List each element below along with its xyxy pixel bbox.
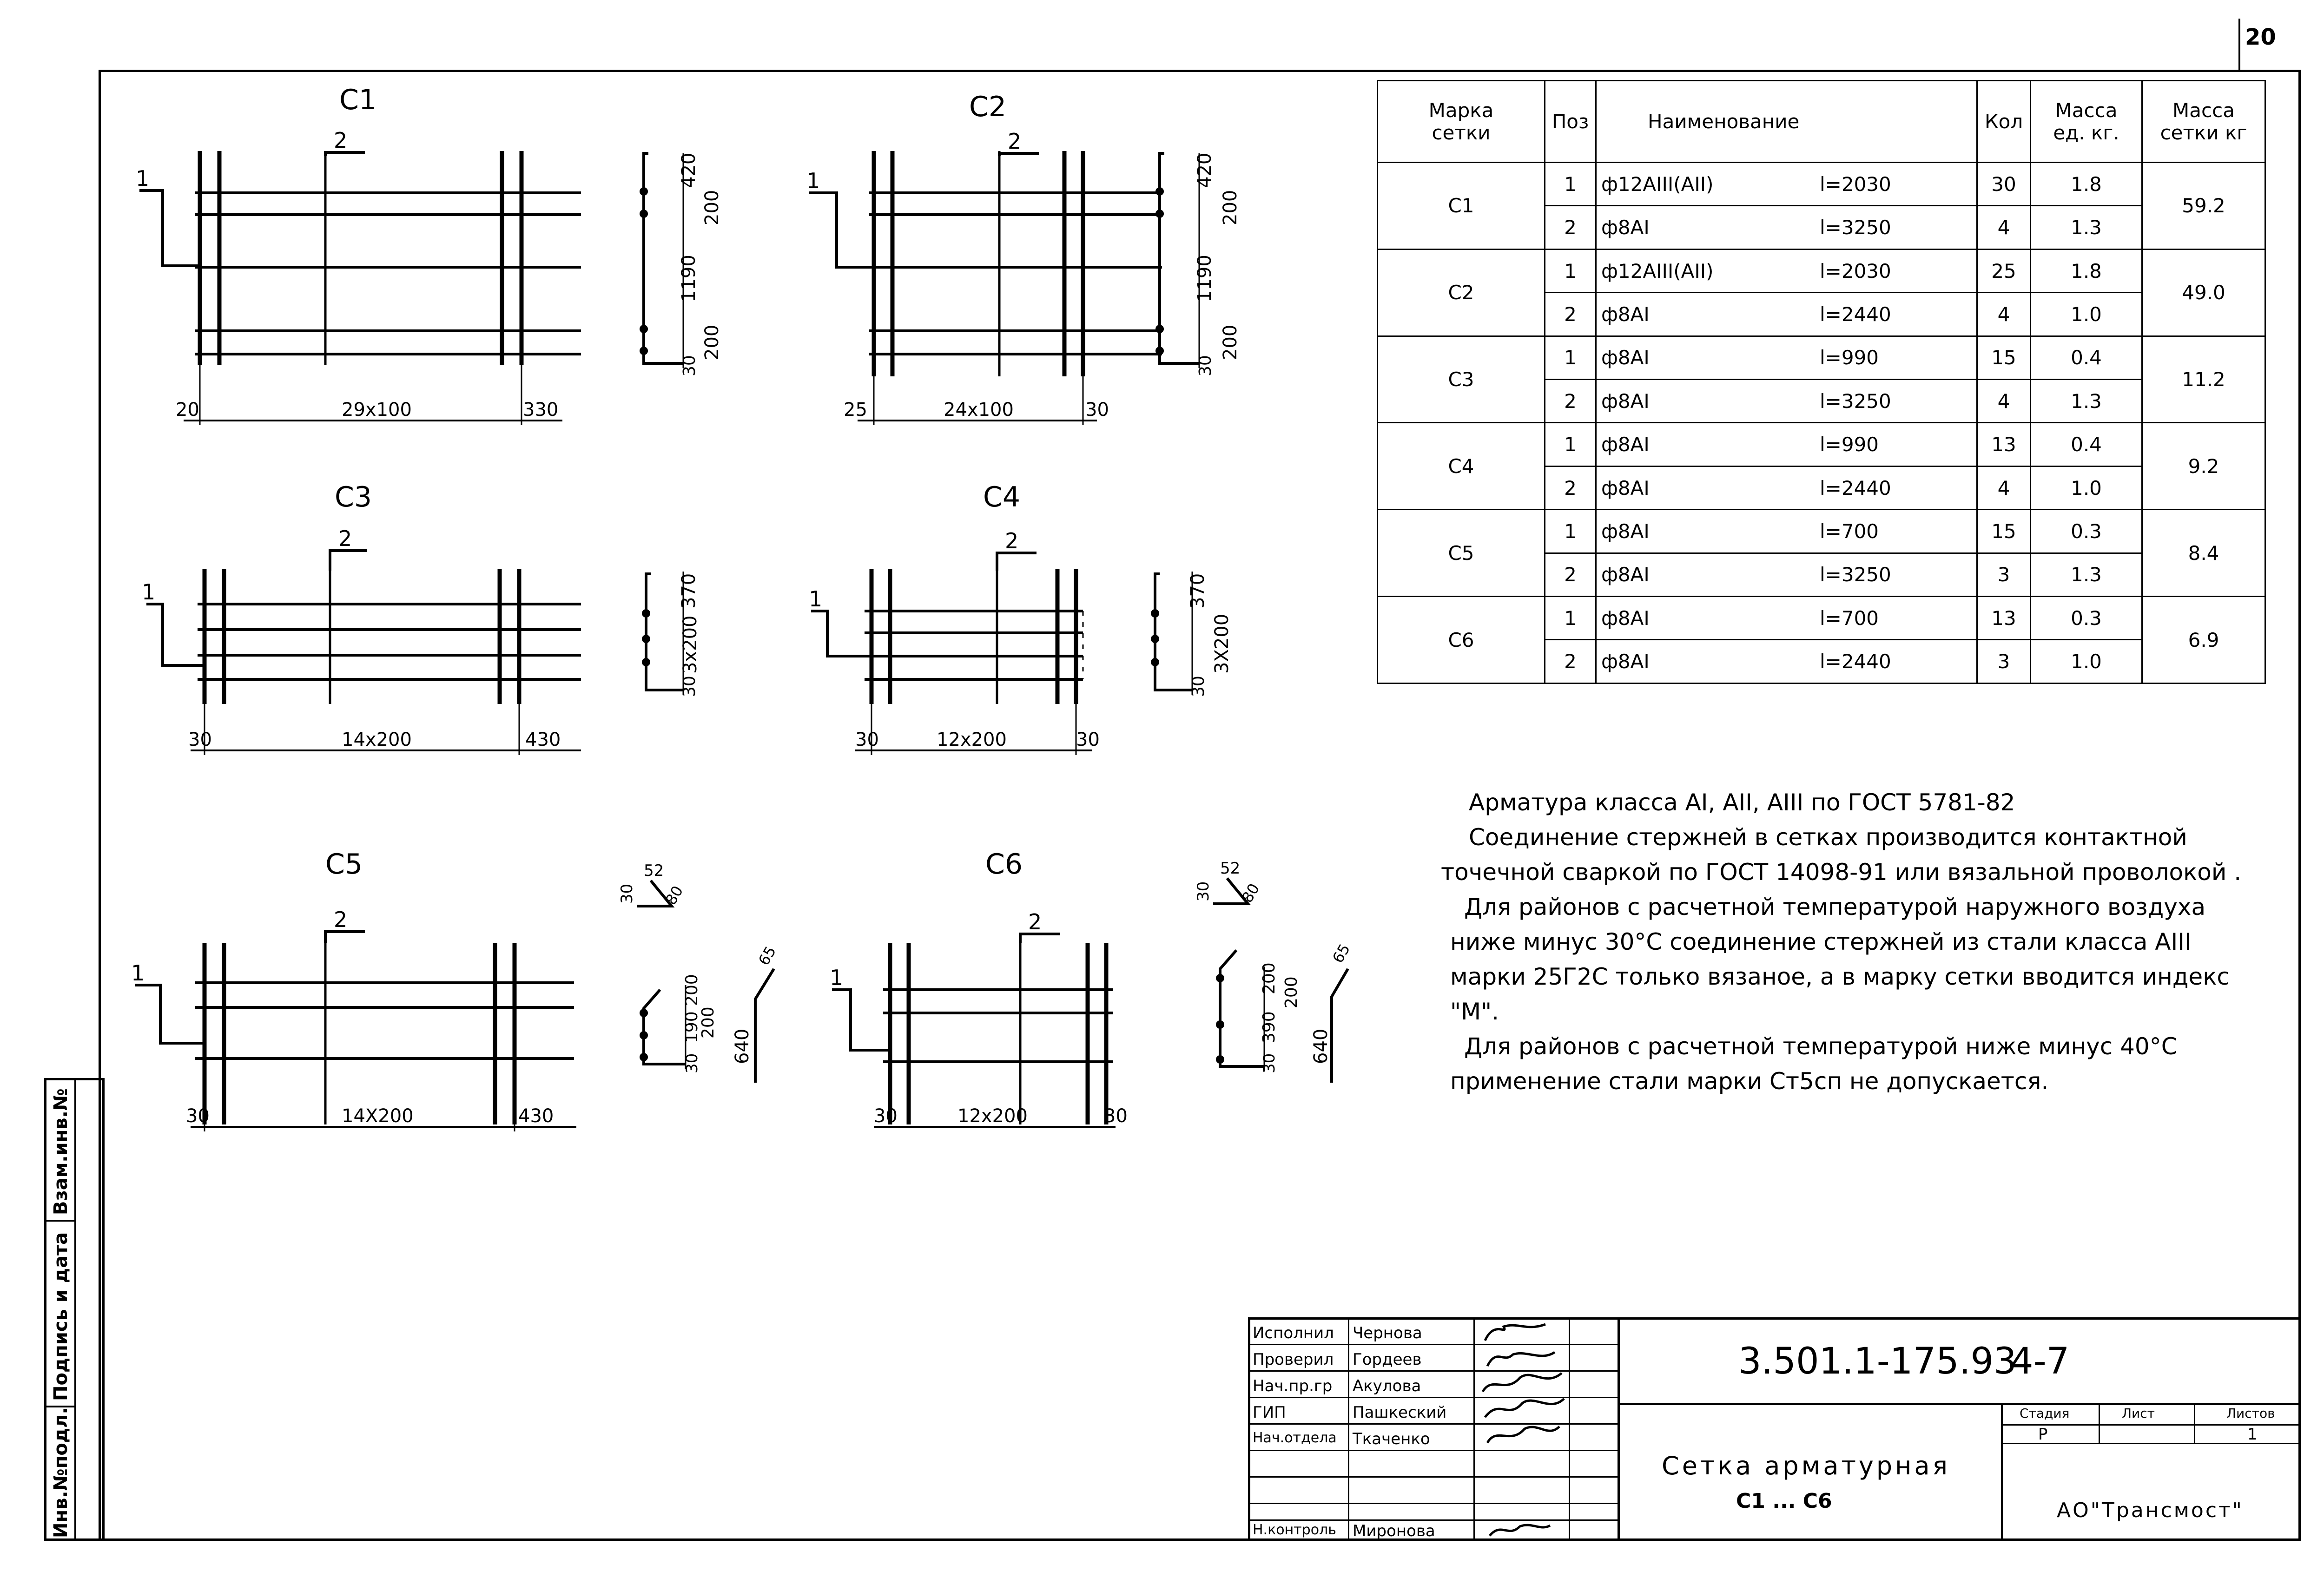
signatures — [1476, 1317, 1569, 1541]
mesh-c5-hook-b: 52 — [644, 861, 664, 880]
role-5: Нач.отдела — [1253, 1430, 1337, 1446]
mesh-c5-drawing — [131, 848, 779, 1131]
spec-pos: 2 — [1545, 293, 1596, 336]
spec-unit-mass: 0.3 — [2031, 510, 2142, 553]
spec-unit-mass: 1.3 — [2031, 380, 2142, 423]
header-pos: Поз — [1545, 81, 1596, 163]
spec-unit-mass: 1.3 — [2031, 553, 2142, 596]
spec-qty: 4 — [1977, 466, 2031, 509]
spec-total-mass: 59.2 — [2142, 163, 2265, 250]
mesh-c3-drawing — [142, 481, 701, 755]
stamp-inv-orig: Инв.№подл. — [50, 1407, 72, 1538]
mesh-c3-dim-right: 430 — [525, 729, 561, 750]
mesh-c6-pos1: 1 — [830, 965, 844, 990]
mesh-c1-sec-a: 200 — [701, 190, 723, 225]
spec-unit-mass: 0.4 — [2031, 336, 2142, 379]
header-mark: Марка сетки — [1378, 81, 1545, 163]
mesh-c3-sec-a: 3х200 — [680, 615, 701, 674]
spec-mark: С2 — [1378, 249, 1545, 336]
mesh-c6-hook-b: 52 — [1220, 859, 1241, 878]
spec-length: l=2440 — [1820, 650, 1891, 673]
mesh-c3-pos2: 2 — [338, 526, 352, 551]
spec-row — [1378, 510, 2265, 553]
note-2: Соединение стержней в сетках производится контактной точечной сваркой по ГОСТ 14098-91 или вязальной проволокой . — [1441, 824, 2242, 886]
mesh-c4-pos1: 1 — [809, 586, 823, 611]
spec-name — [1596, 380, 1977, 423]
signature-5 — [1487, 1427, 1559, 1443]
mesh-c5-side-len: 640 — [732, 1028, 753, 1064]
mesh-c1-dim-left: 20 — [176, 399, 199, 421]
spec-row — [1378, 249, 2265, 292]
mesh-c6-side-len: 640 — [1310, 1028, 1332, 1064]
spec-unit-mass: 1.0 — [2031, 293, 2142, 336]
mesh-drawings — [0, 0, 1376, 1255]
mesh-c3-sec-bot: 30 — [680, 676, 699, 697]
mesh-c5-sec-bot: 30 — [683, 1053, 701, 1073]
role-4: ГИП — [1253, 1403, 1286, 1422]
spec-length: l=2030 — [1820, 172, 1891, 196]
role-3: Нач.пр.гр — [1253, 1377, 1333, 1395]
mesh-c6-hook-c: 80 — [1238, 880, 1263, 906]
mesh-c1-sec-bot: 30 — [680, 355, 699, 376]
mesh-c5-dim-left: 30 — [186, 1105, 210, 1127]
spec-profile: ф8АI — [1601, 476, 1650, 500]
mesh-c2-sec-mid: 1190 — [1194, 255, 1215, 302]
spec-name — [1596, 293, 1977, 336]
spec-profile: ф8АI — [1601, 389, 1650, 413]
sheet-number: 20 — [2245, 24, 2276, 50]
sheets-label: Листов — [2226, 1406, 2275, 1421]
spec-profile: ф8АI — [1601, 216, 1650, 239]
spec-name — [1596, 163, 1977, 206]
header-name: Наименование — [1596, 81, 1977, 163]
spec-pos: 2 — [1545, 466, 1596, 509]
mesh-c5-pos1: 1 — [131, 960, 145, 986]
spec-pos: 1 — [1545, 597, 1596, 640]
person-6: Миронова — [1353, 1522, 1435, 1540]
mesh-c6-side-top: 65 — [1329, 940, 1354, 966]
mesh-c5-hook-c: 80 — [662, 882, 687, 908]
mesh-c6-sec-a: 200 — [1260, 962, 1279, 994]
mesh-c6-dim-mid: 12х200 — [957, 1105, 1028, 1127]
spec-row — [1378, 336, 2265, 379]
spec-qty: 15 — [1977, 336, 2031, 379]
spec-total-mass: 49.0 — [2142, 249, 2265, 336]
spec-unit-mass: 0.3 — [2031, 597, 2142, 640]
signature-4 — [1485, 1399, 1564, 1417]
spec-pos: 1 — [1545, 423, 1596, 466]
mesh-c1-label: С1 — [339, 84, 377, 116]
spec-pos: 2 — [1545, 640, 1596, 684]
spec-profile: ф8АI — [1601, 606, 1650, 630]
mesh-c4-pos2: 2 — [1005, 528, 1019, 553]
spec-name — [1596, 336, 1977, 379]
spec-name — [1596, 553, 1977, 596]
spec-length: l=3250 — [1820, 216, 1891, 239]
spec-profile: ф12АIII(АII) — [1601, 172, 1714, 196]
mesh-c5-hook-a: 30 — [618, 883, 636, 904]
spec-profile: ф8АI — [1601, 302, 1650, 326]
spec-profile: ф8АI — [1601, 433, 1650, 456]
mesh-c5-sec-mid: 190 — [682, 1011, 701, 1043]
general-notes — [1436, 785, 2254, 1099]
stage-label: Стадия — [2020, 1406, 2070, 1421]
spec-length: l=990 — [1820, 433, 1879, 456]
spec-length: l=990 — [1820, 346, 1879, 369]
spec-pos: 2 — [1545, 206, 1596, 249]
organization: АО"Трансмост" — [2057, 1499, 2244, 1522]
mesh-c6-drawing — [830, 848, 1353, 1127]
person-5: Ткаченко — [1353, 1430, 1430, 1448]
mesh-c4-sec-top: 370 — [1187, 573, 1208, 609]
mesh-c6-pos2: 2 — [1028, 909, 1042, 934]
mesh-c6-sec-bot: 30 — [1260, 1053, 1279, 1073]
mesh-c2-sec-a: 200 — [1220, 190, 1241, 225]
mesh-c6-sec-mid: 390 — [1260, 1011, 1279, 1043]
spec-pos: 1 — [1545, 510, 1596, 553]
person-3: Акулова — [1353, 1377, 1421, 1395]
mesh-c4-label: С4 — [983, 481, 1021, 513]
role-1: Исполнил — [1253, 1324, 1334, 1342]
spec-name — [1596, 510, 1977, 553]
spec-length: l=2440 — [1820, 476, 1891, 500]
note-1: Арматура класса АI, АII, АIII по ГОСТ 5781-82 — [1469, 789, 2015, 816]
spec-qty: 4 — [1977, 380, 2031, 423]
spec-mark: С1 — [1378, 163, 1545, 250]
mesh-c6-dim-right: 30 — [1104, 1105, 1128, 1127]
stamp-sign-date: Подпись и дата — [50, 1232, 72, 1401]
mesh-c5-dim-right: 430 — [518, 1105, 554, 1127]
spec-length: l=700 — [1820, 606, 1879, 630]
mesh-c3-pos1: 1 — [142, 579, 156, 605]
document-code: 3.501.1-175.93 — [1738, 1341, 2017, 1382]
mesh-c3-dim-left: 30 — [188, 729, 212, 750]
title-block — [1248, 1317, 2301, 1541]
spec-total-mass: 11.2 — [2142, 336, 2265, 423]
mesh-c2-sec-top: 420 — [1194, 152, 1215, 188]
spec-length: l=700 — [1820, 519, 1879, 543]
spec-length: l=2030 — [1820, 259, 1891, 283]
spec-unit-mass: 1.0 — [2031, 466, 2142, 509]
spec-name — [1596, 466, 1977, 509]
mesh-c2-label: С2 — [969, 91, 1007, 123]
mesh-c1-pos1: 1 — [136, 166, 150, 191]
spec-name — [1596, 423, 1977, 466]
spec-qty: 25 — [1977, 249, 2031, 292]
mesh-c6-label: С6 — [985, 848, 1023, 881]
spec-mark: С5 — [1378, 510, 1545, 597]
mesh-c5-side-top: 65 — [755, 943, 780, 968]
spec-pos: 2 — [1545, 553, 1596, 596]
mesh-c2-pos1: 1 — [806, 168, 820, 193]
mesh-c4-sec-bot: 30 — [1189, 676, 1208, 697]
spec-profile: ф8АI — [1601, 519, 1650, 543]
role-2: Проверил — [1253, 1350, 1334, 1369]
spec-unit-mass: 1.8 — [2031, 163, 2142, 206]
specification-table — [1377, 80, 2265, 684]
spec-name — [1596, 206, 1977, 249]
signature-6 — [1490, 1525, 1550, 1536]
mesh-c4-dim-right: 30 — [1076, 729, 1100, 750]
person-4: Пашкеский — [1353, 1403, 1447, 1422]
mesh-c2-dim-mid: 24х100 — [944, 399, 1014, 421]
header-unit-mass: Масса ед. кг. — [2031, 81, 2142, 163]
mesh-c2-dim-left: 25 — [844, 399, 867, 421]
mesh-c5-label: С5 — [325, 848, 363, 881]
spec-unit-mass: 0.4 — [2031, 423, 2142, 466]
spec-name — [1596, 249, 1977, 292]
spec-qty: 15 — [1977, 510, 2031, 553]
person-2: Гордеев — [1353, 1350, 1422, 1369]
mesh-c1-sec-top: 420 — [678, 152, 700, 188]
spec-length: l=2440 — [1820, 302, 1891, 326]
spec-pos: 1 — [1545, 336, 1596, 379]
spec-qty: 13 — [1977, 423, 2031, 466]
drawing-subtitle: С1 ... С6 — [1736, 1489, 1832, 1513]
mesh-c1-sec-mid: 1190 — [678, 255, 700, 302]
spec-total-mass: 9.2 — [2142, 423, 2265, 510]
mesh-c5-pos2: 2 — [334, 907, 348, 932]
stage-value: Р — [2038, 1425, 2048, 1444]
role-6: Н.контроль — [1253, 1522, 1336, 1538]
spec-length: l=3250 — [1820, 563, 1891, 586]
spec-unit-mass: 1.8 — [2031, 249, 2142, 292]
spec-name — [1596, 597, 1977, 640]
sheet-number-divider — [2238, 19, 2240, 71]
spec-qty: 4 — [1977, 293, 2031, 336]
header-total-mass: Масса сетки кг — [2142, 81, 2265, 163]
mesh-c1-drawing — [136, 84, 723, 425]
spec-row — [1378, 423, 2265, 466]
mesh-c2-pos2: 2 — [1008, 129, 1022, 154]
mesh-c3-dim-mid: 14х200 — [342, 729, 412, 750]
spec-qty: 4 — [1977, 206, 2031, 249]
mesh-c5-sec-a: 200 — [682, 974, 701, 1006]
mesh-c6-sec-b: 200 — [1282, 976, 1301, 1008]
mesh-c2-dim-right: 30 — [1085, 399, 1109, 421]
spec-mark: С6 — [1378, 597, 1545, 684]
spec-row — [1378, 163, 2265, 206]
spec-pos: 1 — [1545, 249, 1596, 292]
mesh-c4-dim-mid: 12х200 — [937, 729, 1007, 750]
mesh-c2-sec-bot: 30 — [1196, 355, 1215, 376]
spec-total-mass: 6.9 — [2142, 597, 2265, 684]
signature-1 — [1485, 1324, 1545, 1341]
spec-qty: 30 — [1977, 163, 2031, 206]
mesh-c2-drawing — [806, 91, 1241, 425]
spec-row — [1378, 597, 2265, 640]
mesh-c6-dim-left: 30 — [874, 1105, 898, 1127]
spec-total-mass: 8.4 — [2142, 510, 2265, 597]
mesh-c3-label: С3 — [335, 481, 372, 513]
spec-pos: 2 — [1545, 380, 1596, 423]
signature-3 — [1483, 1373, 1562, 1392]
mesh-c4-sec-a: 3Х200 — [1211, 613, 1233, 674]
mesh-c1-sec-b: 200 — [701, 324, 723, 360]
spec-unit-mass: 1.3 — [2031, 206, 2142, 249]
document-part: 4-7 — [2010, 1341, 2070, 1382]
mesh-c3-sec-top: 370 — [678, 573, 700, 609]
sheets-value: 1 — [2247, 1425, 2258, 1444]
mesh-c1-pos2: 2 — [334, 128, 348, 153]
sheet-label: Лист — [2122, 1406, 2155, 1421]
spec-mark: С4 — [1378, 423, 1545, 510]
note-4: Для районов с расчетной температурой ниже минус 40°С применение стали марки Ст5сп не допускается. — [1450, 1033, 2178, 1095]
spec-mark: С3 — [1378, 336, 1545, 423]
header-qty: Кол — [1977, 81, 2031, 163]
signature-2 — [1487, 1352, 1555, 1366]
mesh-c1-dim-mid: 29х100 — [342, 399, 412, 421]
note-3: Для районов с расчетной температурой наружного воздуха ниже минус 30°С соединение стержней из стали класса АIII марки 25Г2С только вязаное, а в марку сетки вводится индекс "М". — [1450, 894, 2230, 1025]
spec-profile: ф12АIII(АII) — [1601, 259, 1714, 283]
spec-qty: 13 — [1977, 597, 2031, 640]
mesh-c5-sec-b: 200 — [699, 1006, 718, 1039]
spec-name — [1596, 640, 1977, 684]
person-1: Чернова — [1353, 1324, 1422, 1342]
spec-qty: 3 — [1977, 640, 2031, 684]
stamp-inv-replace: Взам.инв.№ — [50, 1088, 72, 1215]
mesh-c1-dim-right: 330 — [523, 399, 559, 421]
spec-profile: ф8АI — [1601, 346, 1650, 369]
spec-profile: ф8АI — [1601, 650, 1650, 673]
mesh-c5-dim-mid: 14Х200 — [342, 1105, 414, 1127]
mesh-c4-drawing — [809, 481, 1233, 755]
spec-pos: 1 — [1545, 163, 1596, 206]
mesh-c6-hook-a: 30 — [1194, 881, 1213, 901]
spec-length: l=3250 — [1820, 389, 1891, 413]
spec-profile: ф8АI — [1601, 563, 1650, 586]
mesh-c2-sec-b: 200 — [1220, 324, 1241, 360]
spec-qty: 3 — [1977, 553, 2031, 596]
mesh-c4-dim-left: 30 — [855, 729, 879, 750]
left-stamp — [44, 1078, 105, 1541]
spec-unit-mass: 1.0 — [2031, 640, 2142, 684]
drawing-title: Сетка арматурная — [1662, 1451, 1951, 1480]
